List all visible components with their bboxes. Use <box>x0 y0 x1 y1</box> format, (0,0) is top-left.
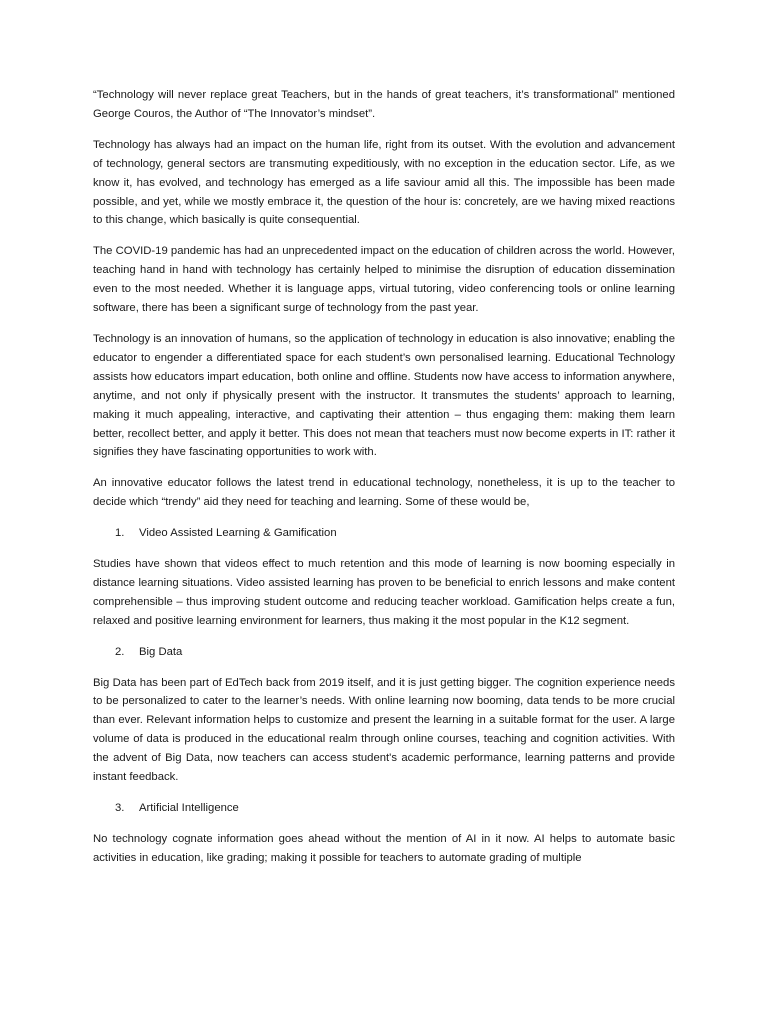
section-title: Artificial Intelligence <box>139 802 239 814</box>
section-number: 1. <box>115 527 125 540</box>
section-title: Video Assisted Learning & Gamification <box>139 527 337 540</box>
section-heading-ai <box>93 799 675 818</box>
section-number: 3. <box>115 802 125 814</box>
section-body-video: Studies have shown that videos effect to much retention and this mode of learning is now booming especially in distance learning situations. Video assisted learning has proven to be beneficial to enrich lessons and make content comprehensible – thus improving student outcome and reducing teacher workload. Gamification helps create a fun, relaxed and positive learning environment for learners, thus making it the most popular in the K12 segment. <box>93 558 675 627</box>
intro-paragraph: Technology has always had an impact on the human life, right from its outset. With the evolution and advancement of technology, general sectors are transmuting expeditiously, with no exception in the education sector. Life, as we know it, has evolved, and technology has emerged as a life saviour amid all this. The impossible has been made possible, and yet, while we mostly embrace it, the question of the hour is: concretely, are we having mixed reactions to this change, which basically is quite consequential. <box>93 138 675 227</box>
section-heading-video <box>93 524 675 543</box>
trends-paragraph: An innovative educator follows the latest trend in educational technology, nonetheless, it is up to the teacher to decide which “trendy” aid they need for teaching and learning. Some of these would be, <box>93 477 675 509</box>
section-number: 2. <box>115 645 125 658</box>
section-heading-big-data <box>93 643 675 662</box>
covid-paragraph: The COVID-19 pandemic has had an unprecedented impact on the education of children across the world. However, teaching hand in hand with technology has certainly helped to minimise the disruption of education dissemination even to the most needed. Whether it is language apps, virtual tutoring, video conferencing tools or online learning software, there has been a significant surge of technology from the past year. <box>93 245 675 315</box>
quote-paragraph: “Technology will never replace great Teachers, but in the hands of great teachers, it’s transformational” mentioned George Couros, the Author of “The Innovator’s mindset”. <box>93 89 675 120</box>
section-body-ai: No technology cognate information goes ahead without the mention of AI in it now. AI helps to automate basic activities in education, like grading; making it possible for teachers to automate grading of multiple <box>93 832 675 864</box>
section-body-big-data: Big Data has been part of EdTech back from 2019 itself, and it is just getting bigger. The cognition experience needs to be personalized to cater to the learner’s needs. With online learning now booming, data tends to be more crucial than ever. Relevant information helps to customize and present the learning in a suitable format for the user. A large volume of data is produced in the educational realm through online courses, teaching and cognition activities. With the advent of Big Data, now teachers can access student's academic performance, learning patterns and provide instant feedback. <box>93 676 675 784</box>
innovation-paragraph: Technology is an innovation of humans, so the application of technology in education is also innovative; enabling the educator to engender a differentiated space for each student’s own personalised learning. Educational Technology assists how educators impart education, both online and offline. Students now have access to information anywhere, anytime, and not only if physically present with the instructor. It transmutes the students’ approach to learning, making it much appealing, interactive, and captivating their attention – thus engaging them: making them learn better, recollect better, and apply it better. This does not mean that teachers must now become experts in IT: rather it signifies they have fascinating opportunities to work with. <box>93 332 675 459</box>
section-title: Big Data <box>139 645 183 658</box>
